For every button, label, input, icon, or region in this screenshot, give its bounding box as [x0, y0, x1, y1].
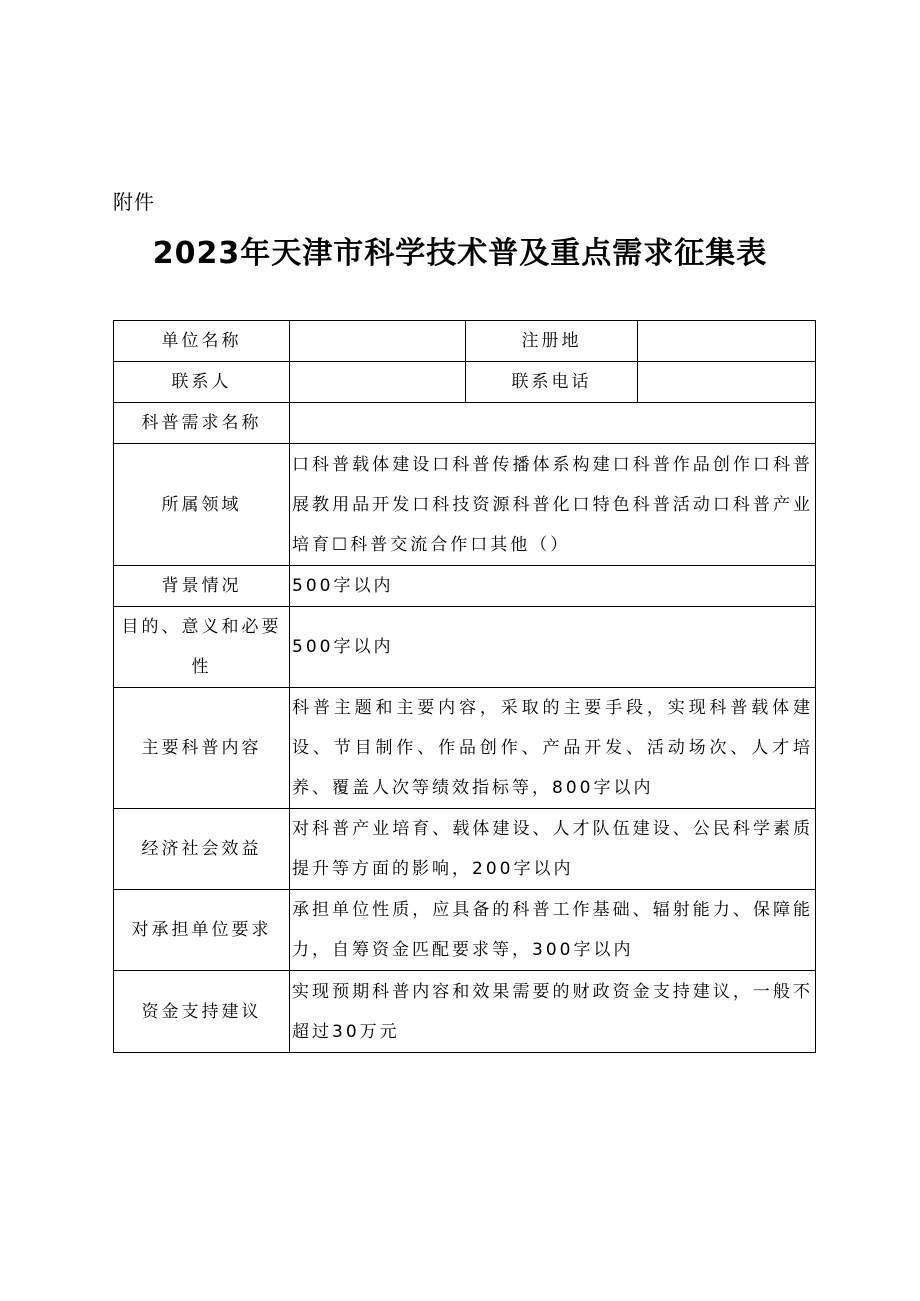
- content-field[interactable]: 科普主题和主要内容，采取的主要手段，实现科普载体建设、节目制作、作品创作、产品开发、活动场次、人才培养、覆盖人次等绩效指标等，800字以内: [290, 688, 816, 809]
- unit-name-field[interactable]: [290, 321, 466, 362]
- unit-name-label: 单位名称: [114, 321, 290, 362]
- reg-place-label: 注册地: [466, 321, 638, 362]
- reg-place-field[interactable]: [638, 321, 816, 362]
- row-requirement: [114, 890, 816, 971]
- phone-field[interactable]: [638, 362, 816, 403]
- contact-field[interactable]: [290, 362, 466, 403]
- content-label: 主要科普内容: [114, 688, 290, 809]
- purpose-field[interactable]: 500字以内: [290, 607, 816, 688]
- benefit-field[interactable]: 对科普产业培育、载体建设、人才队伍建设、公民科学素质提升等方面的影响，200字以内: [290, 809, 816, 890]
- row-purpose: [114, 607, 816, 688]
- row-background: [114, 566, 816, 607]
- requirement-field[interactable]: 承担单位性质，应具备的科普工作基础、辐射能力、保障能力，自筹资金匹配要求等，300字以内: [290, 890, 816, 971]
- row-content: [114, 688, 816, 809]
- row-contact: [114, 362, 816, 403]
- row-benefit: [114, 809, 816, 890]
- demand-name-field[interactable]: [290, 403, 816, 444]
- page-title: 2023年天津市科学技术普及重点需求征集表: [152, 236, 768, 271]
- phone-label: 联系电话: [466, 362, 638, 403]
- funding-label: 资金支持建议: [114, 971, 290, 1053]
- purpose-label: 目的、意义和必要性: [114, 607, 290, 688]
- benefit-label: 经济社会效益: [114, 809, 290, 890]
- background-label: 背景情况: [114, 566, 290, 607]
- demand-name-label: 科普需求名称: [114, 403, 290, 444]
- contact-label: 联系人: [114, 362, 290, 403]
- row-funding: [114, 971, 816, 1053]
- row-field: [114, 444, 816, 566]
- row-demand-name: [114, 403, 816, 444]
- requirement-label: 对承担单位要求: [114, 890, 290, 971]
- background-field[interactable]: 500字以内: [290, 566, 816, 607]
- funding-field[interactable]: 实现预期科普内容和效果需要的财政资金支持建议，一般不超过30万元: [290, 971, 816, 1053]
- field-label: 所属领域: [114, 444, 290, 566]
- demand-form-table: [113, 320, 816, 1053]
- row-unit-name: [114, 321, 816, 362]
- field-options[interactable]: 口科普载体建设口科普传播体系构建口科普作品创作口科普展教用品开发口科技资源科普化口特色科普活动口科普产业培育☐科普交流合作口其他（）: [290, 444, 816, 566]
- attachment-label: 附件: [113, 190, 155, 214]
